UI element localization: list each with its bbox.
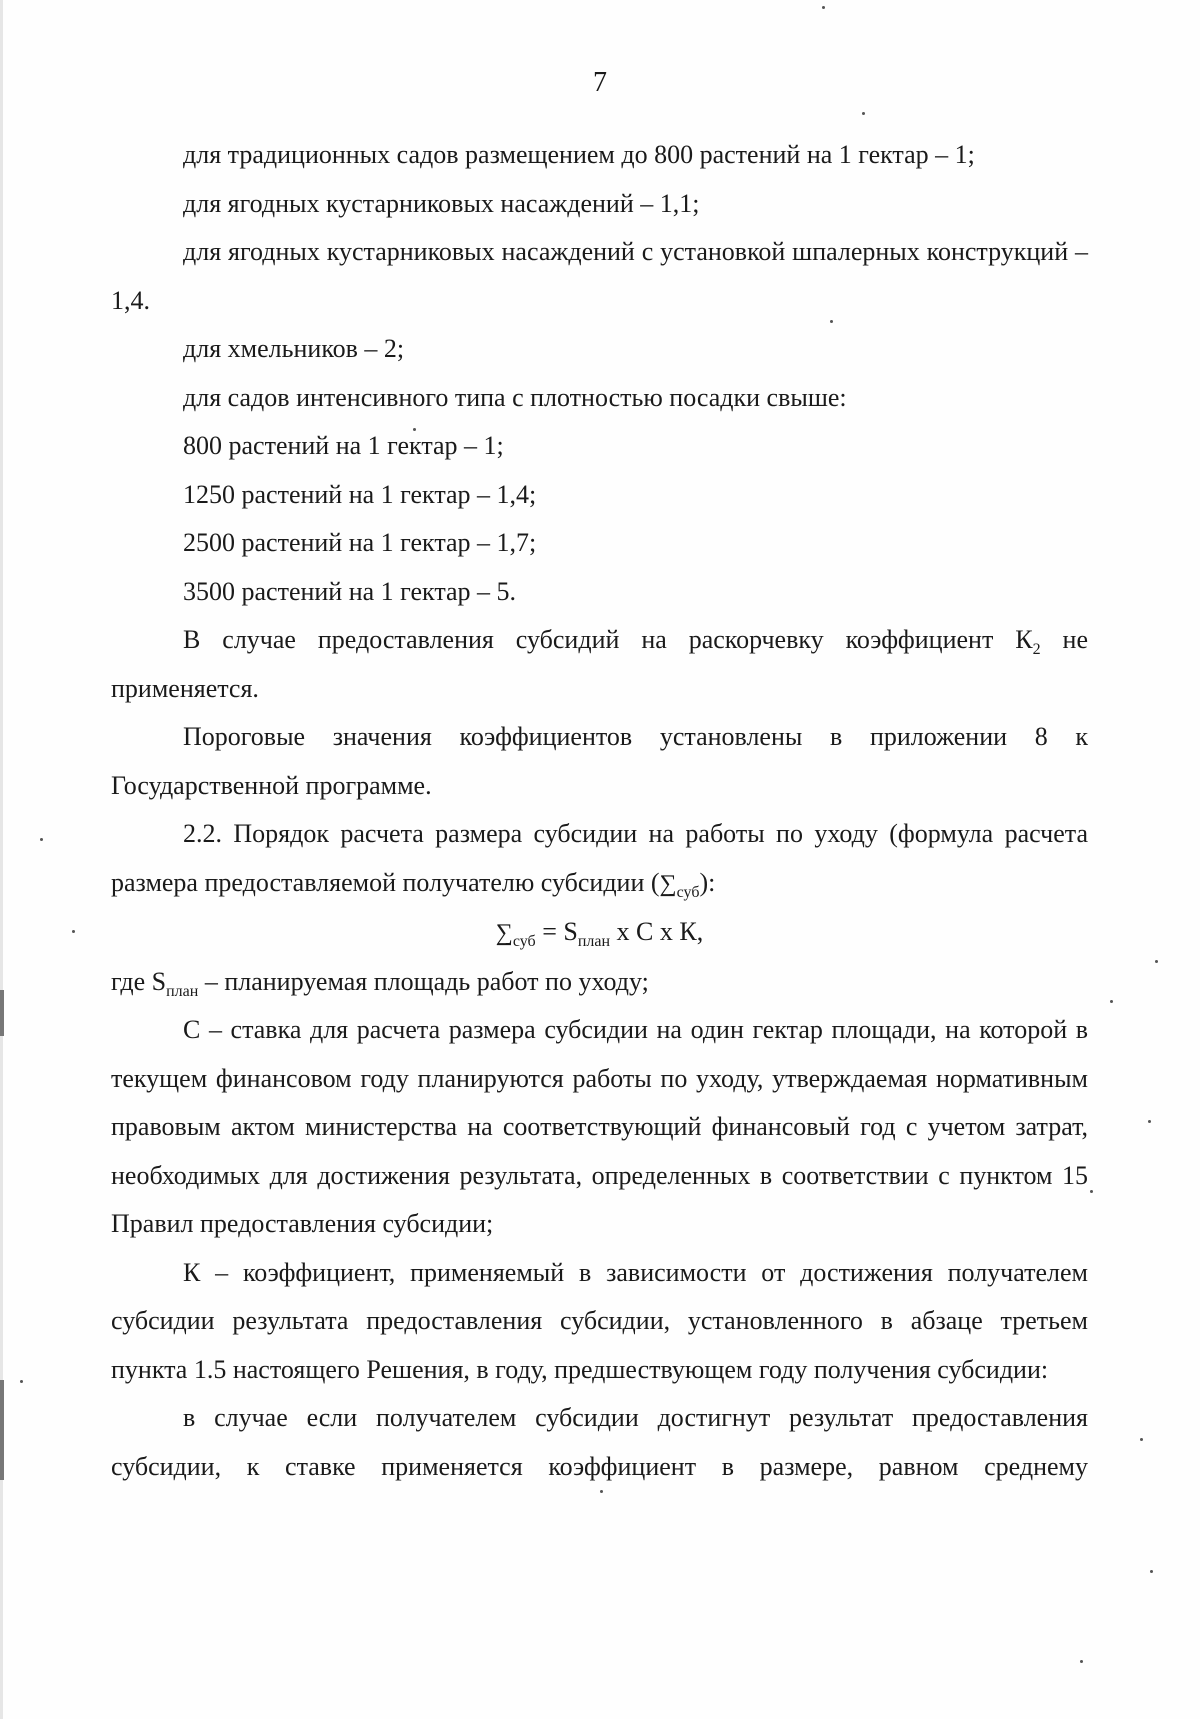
document-body (111, 131, 1088, 1491)
page-number: 7 (593, 67, 607, 98)
scan-speck (1150, 1570, 1153, 1573)
paragraph-traditional-gardens: для традиционных садов размещением до 800 растений на 1 гектар – 1; (183, 140, 975, 169)
paragraph-s-plan-definition: где $S_{план}$ – планируемая площадь работ по уходу; (111, 966, 649, 1000)
scan-speck (20, 1380, 23, 1383)
scan-speck (72, 930, 75, 933)
paragraph-density-800: 800 растений на 1 гектар – 1; (183, 431, 504, 460)
formula-subsidy: $\sum_{суб} = S_{план}$ х С х К, (495, 917, 704, 951)
paragraph-threshold-values: Пороговые значения коэффициентов установлены в приложении 8 к Государственной программе. (111, 722, 1088, 800)
scan-speck (413, 428, 416, 431)
scan-edge-mark (0, 990, 4, 1036)
scan-speck (1155, 960, 1158, 963)
scan-speck (830, 320, 833, 323)
paragraph-uprooting-k2: В случае предоставления субсидий на раскорчевку коэффициент $К_2$ не применяется. (111, 625, 1088, 703)
scan-speck (1090, 1190, 1093, 1193)
scan-speck (1140, 1438, 1143, 1441)
scan-speck (1148, 1120, 1151, 1123)
scan-speck (822, 6, 825, 9)
paragraph-result-achieved: в случае если получателем субсидии достигнут результат предоставления субсидии, к ставке применяется коэффициент в размере, равном среднему (111, 1403, 1088, 1481)
paragraph-intensive-gardens: для садов интенсивного типа с плотностью посадки свыше: (183, 382, 847, 412)
paragraph-berry-bushes: для ягодных кустарниковых насаждений – 1,1; (183, 188, 700, 218)
scan-speck (600, 1490, 603, 1493)
scan-speck (862, 112, 865, 115)
scan-speck (40, 838, 43, 841)
paragraph-hop-fields: для хмельников – 2; (183, 334, 405, 363)
paragraph-berry-bushes-trellis: для ягодных кустарниковых насаждений с установкой шпалерных конструкций – 1,4. (111, 237, 1088, 315)
scan-speck (1110, 1000, 1113, 1003)
paragraph-density-2500: 2500 растений на 1 гектар – 1,7; (183, 528, 537, 557)
paragraph-k-coefficient-definition: К – коэффициент, применяемый в зависимости от достижения получателем субсидии результата предоставления субсидии, установленного в абзаце третьем пункта 1.5 настоящего Решения, в году, предшествующем году получения субсидии: (111, 1257, 1088, 1384)
scan-edge-mark (0, 1380, 4, 1480)
paragraph-density-3500: 3500 растений на 1 гектар – 5. (183, 576, 517, 606)
paragraph-density-1250: 1250 растений на 1 гектар – 1,4; (183, 479, 537, 509)
paragraph-section-2-2: 2.2. Порядок расчета размера субсидии на работы по уходу (формула расчета размера предоставляемой получателю субсидии $(\sum_{суб})$: (111, 819, 1088, 901)
scan-speck (1080, 1660, 1083, 1663)
paragraph-c-rate-definition: С – ставка для расчета размера субсидии на один гектар площади, на которой в текущем финансовом году планируются работы по уходу, утверждаемая нормативным правовым актом министерства на соответствующий финансовый год с учетом затрат, необходимых для достижения результата, определенных в соответствии с пунктом 15 Правил предоставления субсидии; (111, 1015, 1088, 1238)
formula-sum-symbol: ∑ (495, 920, 513, 946)
